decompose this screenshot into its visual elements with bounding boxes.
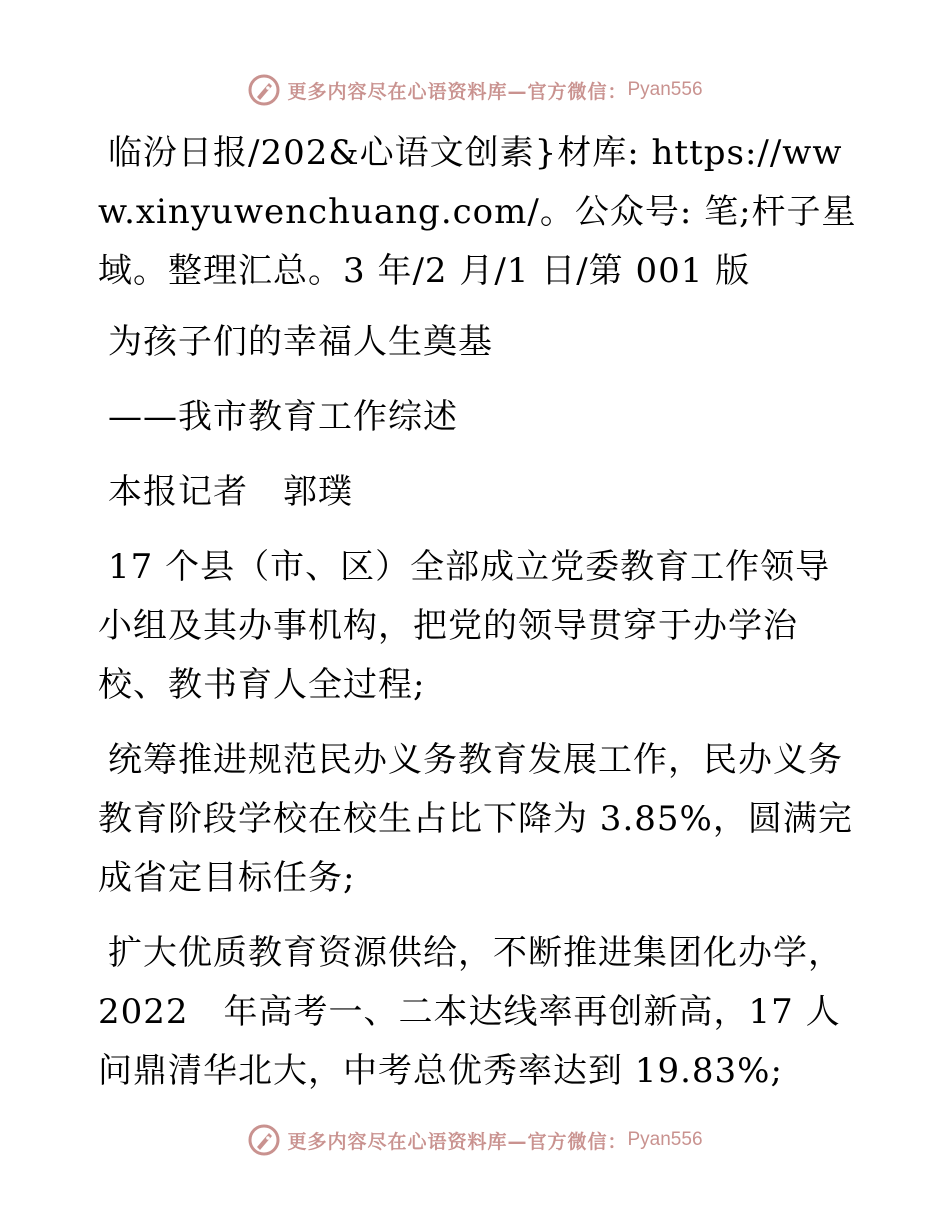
paragraph: 扩大优质教育资源供给，不断推进集团化办学，2022 年高考一、二本达线率再创新高，17 人问鼎清华北大，中考总优秀率达到 19.83%; [98,933,843,1091]
watermark-text: 更多内容尽在心语资料库—官方微信： [287,1130,628,1153]
paragraph: 17 个县（市、区）全部成立党委教育工作领导小组及其办事机构，把党的领导贯穿于办学治校、教书育人全过程; [98,547,831,705]
watermark-banner-bottom [0,1120,950,1160]
header-line: 临汾日报/202&心语文创素}材库: https://www.xinyuwenchuang.com/。公众号: 笔;杆子星域。整理汇总。3 年/2 月/1 日/第 001 版 [98,133,857,291]
watermark-id: Pyan556 [627,1129,703,1150]
document-body [98,124,858,1117]
paragraph: 统筹推进规范民办义务教育发展工作，民办义务教育阶段学校在校生占比下降为 3.85%，圆满完成省定目标任务; [98,740,853,898]
watermark-text: 更多内容尽在心语资料库—官方微信： [287,80,628,103]
pen-nib-circle-icon [247,73,281,107]
article-title: 为孩子们的幸福人生奠基 [108,322,493,362]
watermark-banner-top [0,70,950,110]
pen-nib-circle-icon [247,1123,281,1157]
byline: 本报记者 郭璞 [108,472,353,512]
watermark-id: Pyan556 [627,79,703,100]
article-subtitle: ——我市教育工作综述 [108,397,458,437]
